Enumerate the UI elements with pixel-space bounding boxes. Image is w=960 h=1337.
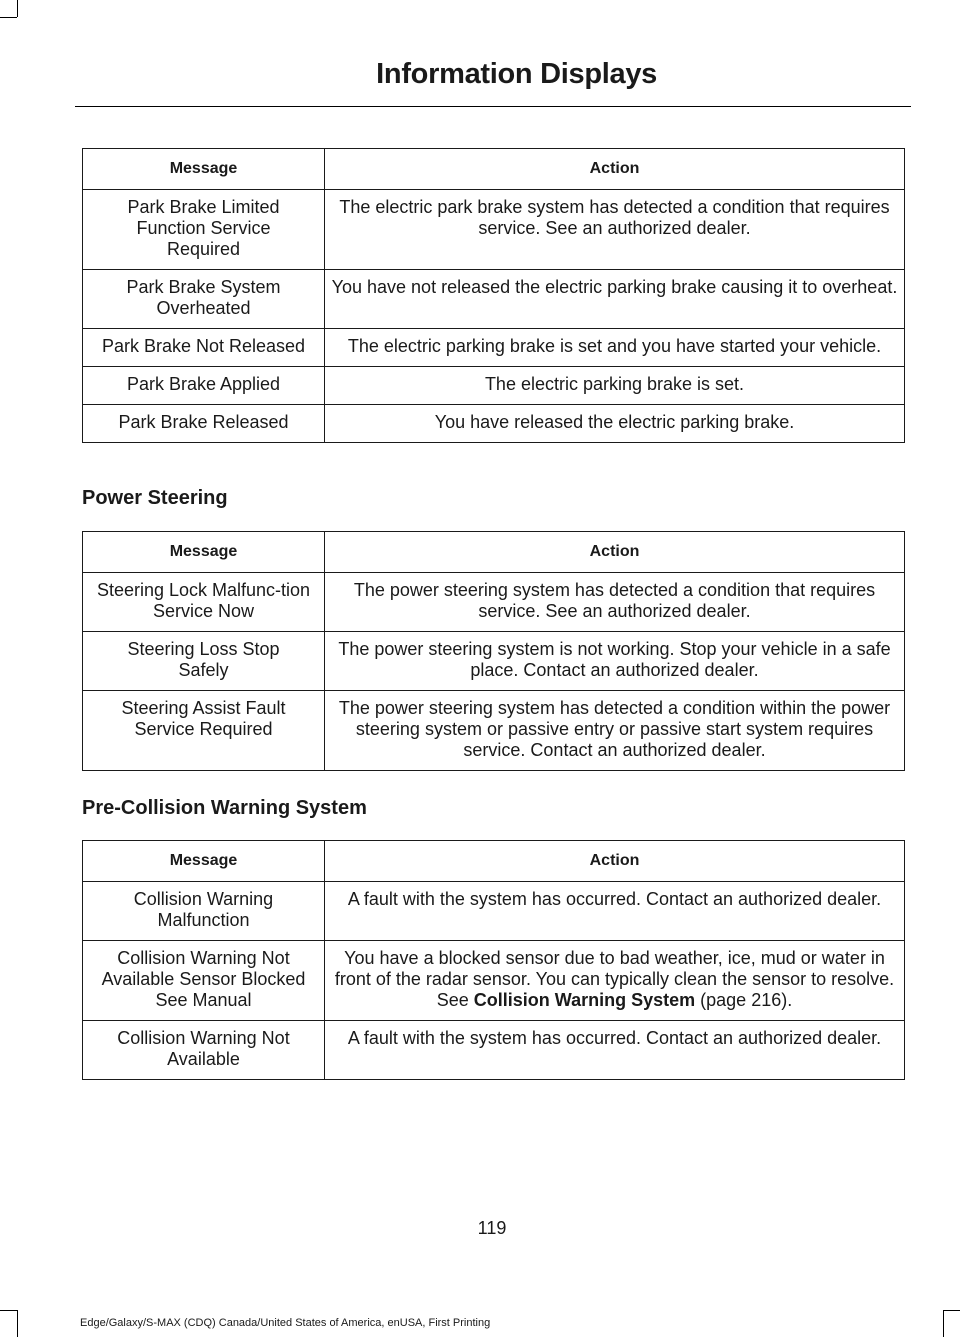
table-row <box>83 941 905 1021</box>
action-cell: A fault with the system has occurred. Contact an authorized dealer. <box>325 1021 905 1080</box>
crop-mark <box>17 0 18 17</box>
table-row <box>83 405 905 443</box>
action-cell: The electric parking brake is set. <box>325 367 905 405</box>
column-header-message: Message <box>83 841 325 882</box>
column-header-action: Action <box>325 149 905 190</box>
crop-mark <box>943 1310 944 1337</box>
message-cell: Park Brake Not Released <box>83 329 325 367</box>
pre-collision-table <box>82 840 905 1080</box>
crop-mark <box>0 1310 17 1311</box>
section-heading-pre-collision: Pre-Collision Warning System <box>82 797 367 819</box>
page-reference: (page 216). <box>695 990 793 1010</box>
title-divider <box>75 106 911 107</box>
message-cell: Park Brake Limited Function Service Required <box>83 190 325 270</box>
page-number: 119 <box>477 1218 507 1238</box>
action-cell: A fault with the system has occurred. Contact an authorized dealer. <box>325 882 905 941</box>
page-title: Information Displays <box>376 58 657 90</box>
crop-mark <box>0 17 17 18</box>
message-cell: Steering Assist Fault Service Required <box>83 691 325 771</box>
message-cell: Steering Lock Malfunc-tion Service Now <box>83 573 325 632</box>
action-cell: The power steering system has detected a condition within the power steering system or passive entry or passive start system requires service. Contact an authorized dealer. <box>325 691 905 771</box>
table-row <box>83 329 905 367</box>
table-row <box>83 691 905 771</box>
crop-mark <box>943 1310 960 1311</box>
action-cell: The electric park brake system has detected a condition that requires service. See an authorized dealer. <box>325 190 905 270</box>
cross-reference-link[interactable]: Collision Warning System <box>473 990 696 1010</box>
table-row <box>83 1021 905 1080</box>
table-header-row <box>83 841 905 882</box>
column-header-action: Action <box>325 532 905 573</box>
action-cell <box>325 941 905 1021</box>
table-row <box>83 632 905 691</box>
power-steering-table <box>82 531 905 771</box>
crop-mark <box>17 1310 18 1337</box>
table-row <box>83 573 905 632</box>
action-cell: The electric parking brake is set and you have started your vehicle. <box>325 329 905 367</box>
message-cell: Park Brake System Overheated <box>83 270 325 329</box>
action-cell: The power steering system has detected a condition that requires service. See an authorized dealer. <box>325 573 905 632</box>
table-row <box>83 367 905 405</box>
action-text: You have a blocked sensor due to bad weather, ice, mud or water in front of the radar sensor. You can typically clean the sensor to resolve. See <box>334 948 895 1010</box>
message-cell: Park Brake Applied <box>83 367 325 405</box>
message-cell: Collision Warning Not Available Sensor Blocked See Manual <box>83 941 325 1021</box>
table-row <box>83 882 905 941</box>
table-header-row <box>83 532 905 573</box>
section-heading-power-steering: Power Steering <box>82 487 228 509</box>
message-cell: Park Brake Released <box>83 405 325 443</box>
column-header-message: Message <box>83 149 325 190</box>
edition-footer: Edge/Galaxy/S-MAX (CDQ) Canada/United States of America, enUSA, First Printing <box>80 1317 491 1329</box>
action-cell: You have released the electric parking brake. <box>325 405 905 443</box>
message-cell: Steering Loss Stop Safely <box>83 632 325 691</box>
action-cell: You have not released the electric parking brake causing it to overheat. <box>325 270 905 329</box>
column-header-action: Action <box>325 841 905 882</box>
table-row <box>83 270 905 329</box>
table-row <box>83 190 905 270</box>
column-header-message: Message <box>83 532 325 573</box>
park-brake-table <box>82 148 905 443</box>
message-cell: Collision Warning Not Available <box>83 1021 325 1080</box>
table-header-row <box>83 149 905 190</box>
action-cell: The power steering system is not working. Stop your vehicle in a safe place. Contact an authorized dealer. <box>325 632 905 691</box>
message-cell: Collision Warning Malfunction <box>83 882 325 941</box>
